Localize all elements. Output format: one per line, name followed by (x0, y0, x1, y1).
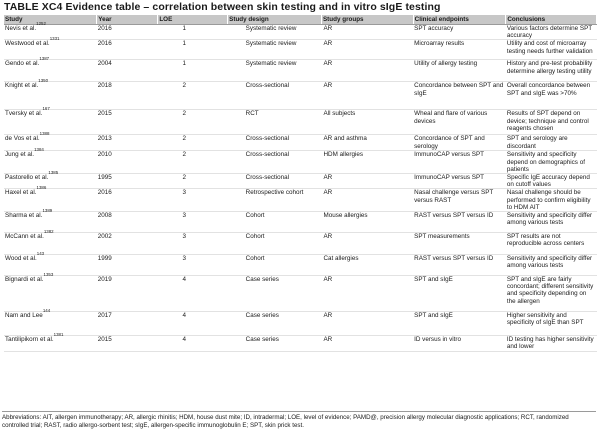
cell-study (4, 78, 97, 110)
table-header-row (4, 15, 597, 25)
cell-conclusions: Overall concordance between SPT and sIgE was >70% (506, 82, 597, 110)
cell-loe: 2 (158, 151, 228, 174)
cell-study-design: RCT (228, 110, 322, 135)
cell-conclusions: Various factors determine SPT accuracy (506, 25, 597, 40)
reference-superscript: 1384 (34, 147, 44, 153)
cell-study-design: Cross-sectional (228, 82, 322, 110)
cell-clinical-endpoints: RAST versus SPT versus ID (413, 212, 506, 233)
table-row (4, 25, 597, 40)
cell-year: 2016 (97, 189, 158, 212)
cell-loe: 1 (158, 25, 228, 40)
cell-loe: 3 (158, 233, 228, 255)
cell-study-groups: AR (321, 336, 413, 352)
cell-conclusions: Sensitivity and specificity depend on demographics of patients (506, 151, 597, 174)
reference-superscript: 1389 (42, 208, 53, 214)
table-row (4, 151, 597, 174)
cell-clinical-endpoints: SPT accuracy (413, 25, 506, 40)
cell-conclusions: ID testing has higher sensitivity and lower (506, 336, 597, 352)
column-header-conclusions: Conclusions (506, 15, 597, 25)
reference-superscript: 144 (42, 308, 51, 314)
reference-superscript: 1331 (49, 36, 60, 42)
cell-year: 2019 (97, 276, 158, 312)
study-name: Pastorello et al. (5, 174, 49, 182)
study-name: Bignardi et al. (5, 276, 44, 284)
cell-conclusions: Specific IgE accuracy depend on cutoff values (506, 174, 597, 189)
column-header-year: Year (97, 15, 158, 25)
cell-study (4, 36, 97, 60)
cell-study-design: Cohort (228, 255, 322, 276)
cell-study-design: Systematic review (228, 60, 322, 82)
reference-superscript: 1381 (53, 332, 64, 338)
cell-loe: 3 (158, 212, 228, 233)
cell-study-groups: AR (321, 233, 413, 255)
cell-study-design: Systematic review (228, 25, 322, 40)
cell-study (4, 272, 97, 312)
cell-year: 2016 (97, 25, 158, 40)
cell-conclusions: Higher sensitivity and specificity of sIgE than SPT (506, 312, 597, 336)
reference-superscript: 1388 (39, 131, 50, 137)
column-header-study-design: Study design (228, 15, 322, 25)
study-name: Nam and Lee (5, 312, 43, 320)
cell-conclusions: SPT and serology are discordant (506, 135, 597, 151)
cell-loe: 4 (158, 336, 228, 352)
study-name: Wood et al. (5, 255, 37, 263)
cell-clinical-endpoints: ImmunoCAP versus SPT (413, 174, 506, 189)
reference-superscript: 1353 (43, 272, 54, 278)
cell-study-groups: AR (321, 40, 413, 60)
cell-clinical-endpoints: Concordance between SPT and sIgE (413, 82, 506, 110)
cell-year: 2015 (97, 110, 158, 135)
study-name: de Vos et al. (5, 135, 40, 143)
cell-clinical-endpoints: Wheal and flare of various devices (413, 110, 506, 135)
evidence-table (4, 15, 597, 352)
cell-study-groups: AR (321, 82, 413, 110)
reference-superscript: 1386 (36, 185, 47, 191)
column-header-study-groups: Study groups (321, 15, 413, 25)
cell-study (4, 229, 97, 255)
cell-year: 1999 (97, 255, 158, 276)
reference-superscript: 1385 (48, 170, 59, 176)
cell-study-design: Cross-sectional (228, 135, 322, 151)
cell-clinical-endpoints: ImmunoCAP versus SPT (413, 151, 506, 174)
abbreviations-footnote: Abbreviations: AIT, allergen immunotherapy; AR, allergic rhinitis; HDM, house dust mite; ID, intradermal; LOE, level of evidence; PAMD@, precision allergy molecular diagnostic applications; RCT, randomized controlled trial; RAST, radio allergo-sorbent test; sIgE, allergen-specific immunoglobulin E; SPT, skin prick test. (2, 411, 596, 430)
cell-study (4, 308, 97, 336)
cell-year: 2018 (97, 82, 158, 110)
cell-conclusions: Sensitivity and specificity differ among various tests (506, 255, 597, 276)
cell-conclusions: Utility and cost of microarray testing needs further validation (506, 40, 597, 60)
table-title: TABLE XC4 Evidence table – correlation between skin testing and in vitro sIgE testing (4, 1, 441, 13)
study-name: Sharma et al. (5, 212, 43, 220)
cell-loe: 1 (158, 60, 228, 82)
cell-study-design: Cohort (228, 212, 322, 233)
study-name: Haxel et al. (5, 189, 37, 197)
cell-clinical-endpoints: SPT and sIgE (413, 276, 506, 312)
cell-study-groups: AR (321, 174, 413, 189)
cell-study (4, 106, 97, 135)
cell-clinical-endpoints: SPT and sIgE (413, 312, 506, 336)
table-row (4, 276, 597, 312)
cell-clinical-endpoints: Microarray results (413, 40, 506, 60)
cell-study-groups: AR (321, 189, 413, 212)
cell-study-groups: HDM allergies (321, 151, 413, 174)
cell-loe: 1 (158, 40, 228, 60)
cell-year: 2017 (97, 312, 158, 336)
cell-year: 2013 (97, 135, 158, 151)
cell-loe: 2 (158, 135, 228, 151)
reference-superscript: 1252 (36, 21, 46, 26)
cell-conclusions: Sensitivity and specificity differ among various tests (506, 212, 597, 233)
cell-year: 1995 (97, 174, 158, 189)
cell-clinical-endpoints: Nasal challenge versus SPT versus RAST (413, 189, 506, 212)
study-name: McCann et al. (5, 233, 44, 241)
cell-loe: 2 (158, 174, 228, 189)
table-row (4, 189, 597, 212)
table-row (4, 233, 597, 255)
reference-superscript: 167 (42, 106, 50, 112)
cell-study-design: Cross-sectional (228, 174, 322, 189)
cell-year: 2002 (97, 233, 158, 255)
cell-clinical-endpoints: RAST versus SPT versus ID (413, 255, 506, 276)
cell-clinical-endpoints: SPT measurements (413, 233, 506, 255)
study-name: Knight et al. (5, 82, 39, 90)
cell-loe: 2 (158, 110, 228, 135)
cell-study-groups: All subjects (321, 110, 413, 135)
reference-superscript: 143 (36, 251, 45, 257)
cell-year: 2004 (97, 60, 158, 82)
study-name: Jung et al. (5, 151, 35, 159)
cell-study-design: Case series (228, 336, 322, 352)
table-row (4, 212, 597, 233)
cell-study-groups: AR (321, 312, 413, 336)
reference-superscript: 1387 (39, 56, 50, 62)
study-name: Gendo et al. (5, 60, 40, 68)
table-row (4, 255, 597, 276)
cell-loe: 4 (158, 312, 228, 336)
cell-loe: 4 (158, 276, 228, 312)
cell-clinical-endpoints: Utility of allergy testing (413, 60, 506, 82)
cell-study (4, 131, 97, 151)
cell-study-groups: AR (321, 25, 413, 40)
cell-year: 2010 (97, 151, 158, 174)
cell-conclusions: SPT and sIgE are fairly concordant; different sensitivity and specificity depending on the allergen (506, 276, 597, 312)
cell-study-groups: Cat allergies (321, 255, 413, 276)
cell-study-design: Retrospective cohort (228, 189, 322, 212)
reference-superscript: 1382 (43, 229, 54, 235)
study-name: Westwood et al. (5, 40, 50, 48)
cell-study-groups: AR (321, 60, 413, 82)
column-header-loe: LOE (158, 15, 228, 25)
table-row (4, 110, 597, 135)
cell-study-design: Case series (228, 276, 322, 312)
cell-study-design: Cohort (228, 233, 322, 255)
cell-study-design: Systematic review (228, 40, 322, 60)
cell-conclusions: SPT results are not reproducible across centers (506, 233, 597, 255)
cell-loe: 3 (158, 255, 228, 276)
cell-clinical-endpoints: Concordance of SPT and serology (413, 135, 506, 151)
study-name: Tversky et al. (5, 110, 43, 118)
study-name: Nevis et al. (5, 25, 37, 32)
cell-year: 2015 (97, 336, 158, 352)
table-row (4, 82, 597, 110)
table-row (4, 174, 597, 189)
cell-loe: 3 (158, 189, 228, 212)
cell-loe: 2 (158, 82, 228, 110)
cell-study-groups: AR and asthma (321, 135, 413, 151)
reference-superscript: 1350 (38, 78, 49, 84)
cell-study-design: Case series (228, 312, 322, 336)
cell-study (4, 332, 97, 352)
cell-year: 2008 (97, 212, 158, 233)
study-name: Tantilipikorn et al. (5, 336, 54, 344)
table-row (4, 312, 597, 336)
cell-clinical-endpoints: ID versus in vitro (413, 336, 506, 352)
table-row (4, 40, 597, 60)
cell-study (4, 170, 97, 189)
cell-conclusions: Results of SPT depend on device; technique and control reagents chosen (506, 110, 597, 135)
table-row (4, 135, 597, 151)
table-row (4, 336, 597, 352)
cell-conclusions: Nasal challenge should be performed to confirm eligibility to HDM AIT (506, 189, 597, 212)
column-header-study: Study (4, 15, 97, 25)
cell-study-groups: Mouse allergies (321, 212, 413, 233)
cell-study (4, 56, 97, 82)
table-body (4, 21, 597, 352)
cell-study-groups: AR (321, 276, 413, 312)
cell-year: 2016 (97, 40, 158, 60)
cell-study-design: Cross-sectional (228, 151, 322, 174)
table-row (4, 60, 597, 82)
cell-conclusions: History and pre-test probability determine allergy testing utility (506, 60, 597, 82)
column-header-clinical-endpoints: Clinical endpoints (413, 15, 506, 25)
